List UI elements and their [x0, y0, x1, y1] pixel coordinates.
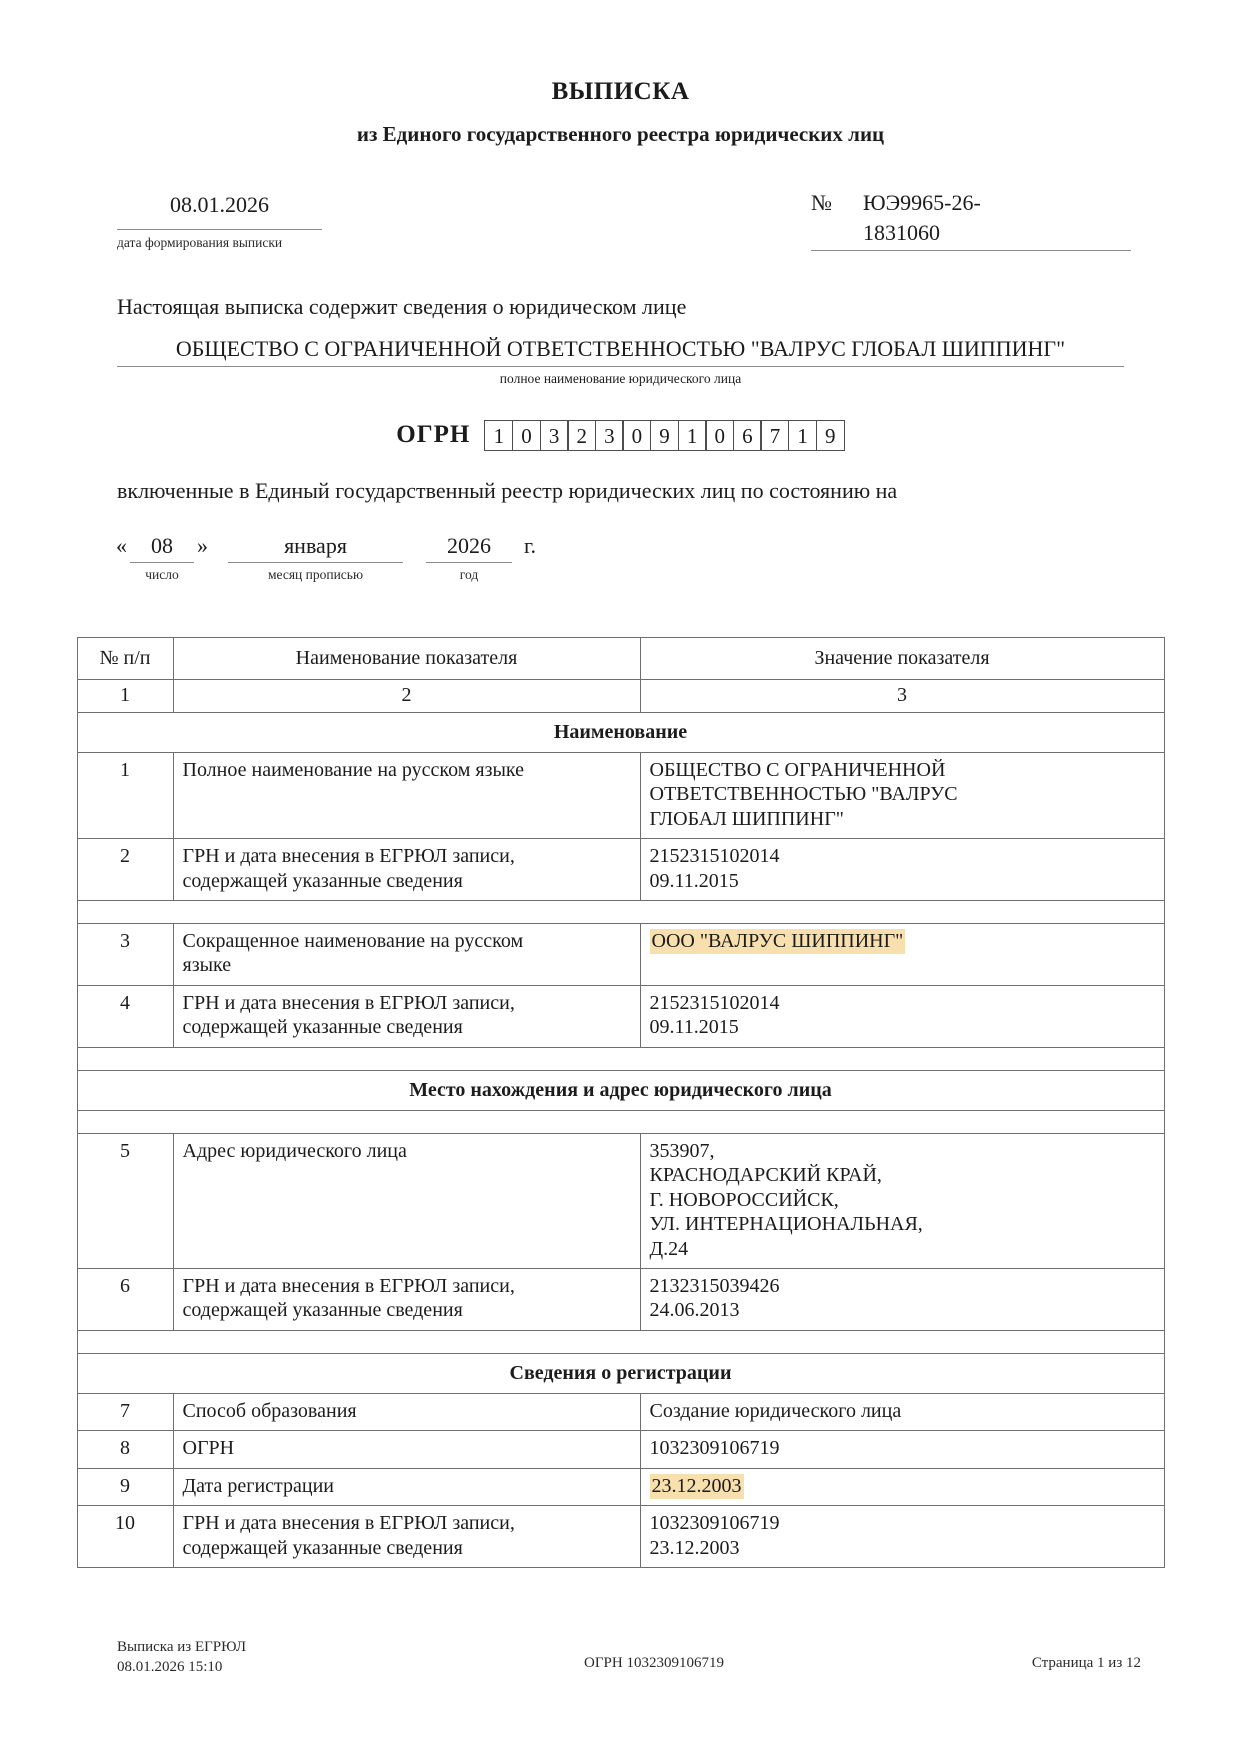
row-name-line: содержащей указанные сведения: [182, 1536, 463, 1559]
state-year-caption: год: [459, 566, 479, 582]
ogrn-digit-cell: 3: [595, 420, 624, 451]
row-value-line: [650, 929, 1155, 953]
footer-ogrn: ОГРН 1032309106719: [584, 1654, 724, 1671]
row-value-line: Г. НОВОРОССИЙСК,: [649, 1188, 839, 1211]
row-number-cell: 10: [77, 1506, 173, 1568]
ogrn-digit-cell: 1: [788, 420, 817, 451]
table-spacer-row: [77, 1047, 1164, 1070]
ogrn-digit-cell: 1: [484, 420, 513, 451]
document-number-block: [811, 188, 1131, 251]
row-value-cell: [640, 1394, 1164, 1431]
table-section-title: Сведения о регистрации: [77, 1353, 1164, 1393]
row-number-cell: 7: [77, 1394, 173, 1431]
row-name-line: содержащей указанные сведения: [182, 1299, 463, 1322]
full-name-block: [117, 336, 1124, 387]
table-spacer-row: [77, 1330, 1164, 1353]
row-name-line: Способ образования: [182, 1400, 357, 1423]
row-name-line: ОГРН: [182, 1437, 235, 1460]
column-number-cell: 2: [173, 680, 640, 712]
row-number-cell: 1: [77, 753, 173, 839]
column-number-cell: 3: [640, 680, 1164, 712]
row-name-cell: [173, 1268, 640, 1330]
table-row: [77, 839, 1164, 901]
row-value-line: 09.11.2015: [649, 1016, 739, 1039]
footer-left: [117, 1637, 417, 1678]
document-subtitle: из Единого государственного реестра юридических лиц: [356, 121, 885, 146]
table-spacer-cell: [77, 901, 1164, 924]
quote-open: «: [116, 532, 127, 558]
ogrn-digit-cell: 0: [622, 420, 651, 451]
row-value-line: 2132315039426: [649, 1274, 780, 1297]
footer-page-number: Страница 1 из 12: [1031, 1654, 1141, 1671]
state-month-value: января: [284, 532, 347, 558]
row-value-line: 24.06.2013: [649, 1299, 740, 1322]
state-month-caption: месяц прописью: [267, 566, 364, 582]
row-name-cell: [173, 1506, 640, 1568]
row-number-cell: 5: [77, 1133, 173, 1268]
row-name-line: содержащей указанные сведения: [182, 1016, 463, 1039]
table-row: [77, 985, 1164, 1047]
footer-timestamp: 08.01.2026 15:10: [117, 1658, 223, 1675]
quote-close: »: [197, 532, 208, 558]
row-name-cell: [173, 1133, 640, 1268]
table-row: [77, 924, 1164, 986]
page-footer: [117, 1637, 1141, 1678]
row-name-line: ГРН и дата внесения в ЕГРЮЛ записи,: [182, 1512, 515, 1535]
ogrn-digit-boxes: [484, 420, 844, 451]
highlighted-value: 23.12.2003: [651, 1474, 742, 1497]
table-row: [77, 753, 1164, 839]
table-row: [77, 1394, 1164, 1431]
table-header-row: [77, 637, 1164, 679]
row-name-cell: [173, 924, 640, 986]
table-row: [77, 1468, 1164, 1505]
row-name-line: Сокращенное наименование на русском: [182, 930, 524, 953]
row-value-cell: [640, 985, 1164, 1047]
state-year-value: 2026: [447, 532, 491, 558]
row-number-cell: 9: [77, 1468, 173, 1505]
row-number-cell: 8: [77, 1431, 173, 1468]
row-value-line: 1032309106719: [649, 1437, 780, 1460]
table-row: [77, 1431, 1164, 1468]
row-value-line: 1032309106719: [649, 1512, 780, 1535]
ogrn-label: ОГРН: [396, 421, 471, 449]
ogrn-digit-cell: 2: [567, 420, 596, 451]
ogrn-row: [0, 420, 1241, 451]
row-number-cell: 2: [77, 839, 173, 901]
row-value-line: 2152315102014: [649, 991, 780, 1014]
highlighted-value: ООО "ВАЛРУС ШИППИНГ": [651, 930, 904, 953]
included-line: включенные в Единый государственный реестр юридических лиц по состоянию на: [117, 477, 898, 503]
state-day-rule: [130, 562, 194, 563]
year-suffix: г.: [524, 532, 537, 558]
column-header-no: № п/п: [77, 637, 173, 679]
form-date-value: 08.01.2026: [170, 191, 269, 217]
number-symbol: №: [811, 189, 832, 215]
row-name-line: языке: [182, 954, 232, 977]
table-spacer-cell: [77, 1047, 1164, 1070]
row-value-line: 2152315102014: [649, 845, 780, 868]
date-and-number-row: [0, 188, 1241, 272]
row-name-cell: [173, 1431, 640, 1468]
ogrn-digit-cell: 9: [816, 420, 845, 451]
column-number-cell: 1: [77, 680, 173, 712]
intro-line: Настоящая выписка содержит сведения о юридическом лице: [117, 293, 687, 319]
row-value-line: ОТВЕТСТВЕННОСТЬЮ "ВАЛРУС: [649, 783, 958, 806]
row-name-cell: [173, 1394, 640, 1431]
table-spacer-row: [77, 1110, 1164, 1133]
row-value-cell: [640, 1506, 1164, 1568]
state-month-field: [228, 530, 403, 583]
ogrn-digit-cell: 7: [760, 420, 789, 451]
row-name-line: содержащей указанные сведения: [182, 869, 463, 892]
document-title: ВЫПИСКА: [551, 78, 690, 105]
row-value-cell: [640, 1431, 1164, 1468]
state-day-field: [130, 530, 194, 583]
row-name-line: ГРН и дата внесения в ЕГРЮЛ записи,: [182, 845, 515, 868]
column-header-value: Значение показателя: [640, 637, 1164, 679]
row-name-cell: [173, 753, 640, 839]
state-date-row: [113, 530, 1241, 583]
state-day-caption: число: [145, 566, 179, 582]
row-name-cell: [173, 839, 640, 901]
row-number-cell: 3: [77, 924, 173, 986]
row-value-line: Создание юридического лица: [649, 1400, 902, 1423]
state-year-rule: [426, 562, 512, 563]
row-name-line: Дата регистрации: [182, 1474, 334, 1497]
table-section-row: [77, 1070, 1164, 1110]
form-date-rule: [117, 228, 322, 230]
table-section-title: Наименование: [77, 712, 1164, 752]
ogrn-digit-cell: 0: [512, 420, 541, 451]
ogrn-digit-cell: 9: [650, 420, 679, 451]
table-row: [77, 1133, 1164, 1268]
table-column-number-row: [77, 680, 1164, 712]
table-spacer-cell: [77, 1330, 1164, 1353]
row-value-line: 353907,: [649, 1139, 715, 1162]
state-year-field: [426, 530, 512, 583]
row-value-line: КРАСНОДАРСКИЙ КРАЙ,: [649, 1164, 882, 1187]
row-value-line: 23.12.2003: [649, 1536, 740, 1559]
company-full-name: ОБЩЕСТВО С ОГРАНИЧЕННОЙ ОТВЕТСТВЕННОСТЬЮ "ВАЛРУС ГЛОБАЛ ШИППИНГ": [175, 335, 1066, 361]
state-month-rule: [228, 562, 403, 563]
row-value-cell: [640, 1133, 1164, 1268]
row-value-line: 09.11.2015: [649, 869, 739, 892]
row-number-cell: 6: [77, 1268, 173, 1330]
column-header-name: Наименование показателя: [173, 637, 640, 679]
row-value-line: Д.24: [649, 1237, 689, 1260]
row-value-line: УЛ. ИНТЕРНАЦИОНАЛЬНАЯ,: [649, 1213, 923, 1236]
form-date-block: [117, 188, 322, 251]
full-name-caption: полное наименование юридического лица: [499, 370, 742, 386]
footer-doc-kind: Выписка из ЕГРЮЛ: [117, 1638, 246, 1655]
row-value-cell: [640, 1468, 1164, 1505]
ogrn-digit-cell: 6: [733, 420, 762, 451]
row-name-cell: [173, 1468, 640, 1505]
egrul-data-table: [77, 637, 1165, 1568]
row-value-cell: [640, 1268, 1164, 1330]
row-value-cell: [640, 839, 1164, 901]
table-spacer-row: [77, 901, 1164, 924]
row-value-line: ОБЩЕСТВО С ОГРАНИЧЕННОЙ: [649, 759, 946, 782]
row-value-cell: [640, 753, 1164, 839]
row-value-line: [650, 1474, 1155, 1498]
table-section-title: Место нахождения и адрес юридического лица: [77, 1070, 1164, 1110]
ogrn-digit-cell: 3: [540, 420, 569, 451]
table-section-row: [77, 1353, 1164, 1393]
table-row: [77, 1506, 1164, 1568]
ogrn-digit-cell: 0: [705, 420, 734, 451]
row-name-line: ГРН и дата внесения в ЕГРЮЛ записи,: [182, 991, 515, 1014]
document-number-value: ЮЭ9965-26-1831060: [863, 189, 981, 245]
row-number-cell: 4: [77, 985, 173, 1047]
document-number-rule: [811, 250, 1131, 251]
form-date-caption: дата формирования выписки: [117, 234, 283, 250]
full-name-rule: [117, 366, 1124, 367]
table-section-row: [77, 712, 1164, 752]
row-name-line: Полное наименование на русском языке: [182, 759, 525, 782]
table-spacer-cell: [77, 1110, 1164, 1133]
row-value-line: ГЛОБАЛ ШИППИНГ": [649, 807, 844, 830]
row-name-cell: [173, 985, 640, 1047]
table-row: [77, 1268, 1164, 1330]
state-day-value: 08: [151, 532, 173, 558]
row-name-line: ГРН и дата внесения в ЕГРЮЛ записи,: [182, 1274, 515, 1297]
row-name-line: Адрес юридического лица: [182, 1139, 407, 1162]
row-value-cell: [640, 924, 1164, 986]
ogrn-digit-cell: 1: [678, 420, 707, 451]
